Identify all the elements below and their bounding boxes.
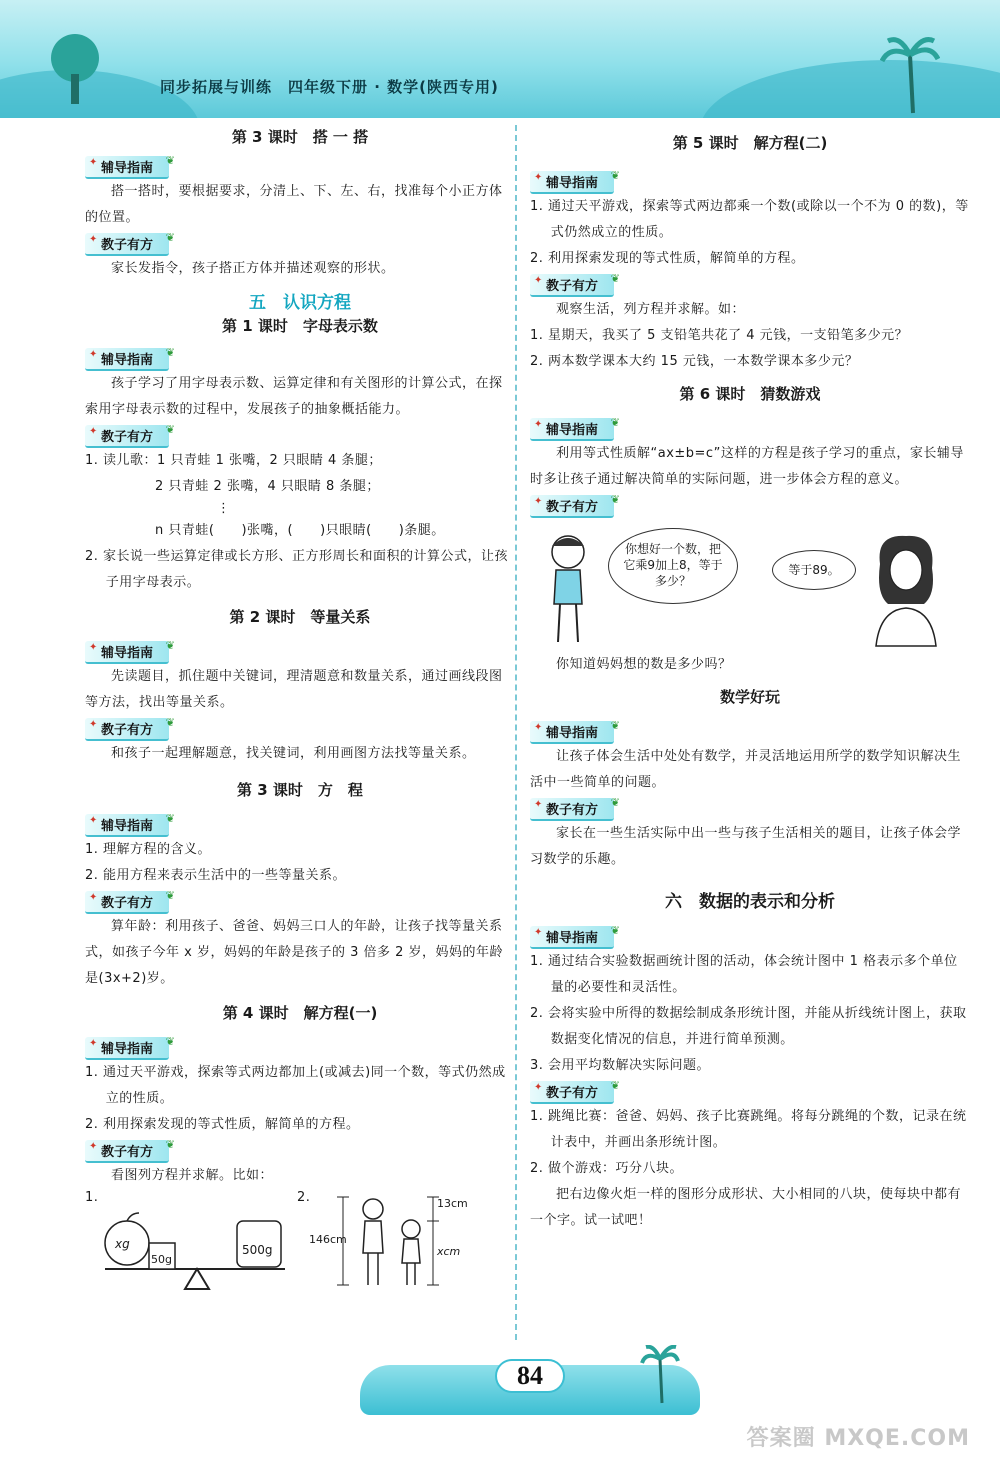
star-icon: ✦ xyxy=(534,496,543,507)
star-icon: ✦ xyxy=(534,722,543,733)
guide-item: 1. 通过天平游戏，探索等式两边都加上(或减去)同一个数，等式仍然成立的性质。 xyxy=(85,1065,506,1106)
page-number: 84 xyxy=(495,1359,565,1393)
star-icon: ✦ xyxy=(89,349,98,360)
guide-item: 2. 会将实验中所得的数据绘制成条形统计图，并能从折线统计图上，获取数据变化情况的信息，并进行简单预测。 xyxy=(530,1006,967,1047)
star-icon: ✦ xyxy=(89,892,98,903)
section-title: 数学好玩 xyxy=(719,688,780,706)
boy-figure xyxy=(540,532,600,647)
teach-item: 1. 跳绳比赛：爸爸、妈妈、孩子比赛跳绳。将每分跳绳的个数，记录在统计表中，并画出条形统计图。 xyxy=(530,1109,967,1150)
guide-text: 利用等式性质解“ax±b=c”这样的方程是孩子学习的重点，家长辅导时多让孩子通过解决简单的实际问题，进一步体会方程的意义。 xyxy=(530,446,964,487)
guide-tag xyxy=(530,924,621,949)
lesson-title: 第 3 课时 搭 一 搭 xyxy=(231,128,369,146)
figure-number: 2. xyxy=(297,1190,311,1205)
lesson-title: 第 3 课时 方 程 xyxy=(237,781,363,799)
star-icon: ✦ xyxy=(534,275,543,286)
teach-text: 把右边像火炬一样的图形分成形状、大小相同的八块，使每块中都有一个字。试一试吧！ xyxy=(530,1187,962,1228)
guide-tag xyxy=(85,154,176,179)
star-icon: ✦ xyxy=(89,1141,98,1152)
teach-tag xyxy=(85,231,176,256)
header-banner xyxy=(0,0,1000,118)
teach-tag xyxy=(85,1138,176,1163)
boy-speech-bubble: 你想好一个数，把它乘9加上8，等于多少？ xyxy=(608,528,738,604)
height-146-label: 146cm xyxy=(309,1233,347,1246)
leaf-icon: ❦ xyxy=(165,1035,176,1048)
teach-item: 1. 星期天，我买了 5 支铅笔共花了 4 元钱，一支铅笔多少元？ xyxy=(530,328,909,343)
weight-50-label: 50g xyxy=(151,1253,172,1266)
leaf-icon: ❦ xyxy=(610,924,621,937)
star-icon: ✦ xyxy=(89,157,98,168)
teach-item: 2. 做个游戏：巧分八块。 xyxy=(530,1161,684,1176)
star-icon: ✦ xyxy=(89,642,98,653)
star-icon: ✦ xyxy=(89,1038,98,1049)
star-icon: ✦ xyxy=(89,426,98,437)
guide-tag-label: 辅导指南 xyxy=(546,423,599,438)
teach-item: 2. 家长说一些运算定律或长方形、正方形周长和面积的计算公式，让孩子用字母表示。 xyxy=(85,549,509,590)
leaf-icon: ❦ xyxy=(610,719,621,732)
unit-title: 五 认识方程 xyxy=(249,293,351,313)
teach-tag-label: 教子有方 xyxy=(101,430,154,445)
leaf-icon: ❦ xyxy=(165,716,176,729)
guide-item: 1. 理解方程的含义。 xyxy=(85,842,212,857)
unit-title: 六 数据的表示和分析 xyxy=(665,892,835,912)
star-icon: ✦ xyxy=(89,719,98,730)
palm-tree-icon xyxy=(880,35,940,115)
leaf-icon: ❦ xyxy=(610,1079,621,1092)
header-title: 同步拓展与训练 四年级下册 · 数学(陕西专用) xyxy=(160,78,499,96)
guess-number-illustration xyxy=(530,522,970,652)
leaf-icon: ❦ xyxy=(165,154,176,167)
lesson-title: 第 4 课时 解方程(一) xyxy=(222,1004,378,1022)
teach-tag-label: 教子有方 xyxy=(101,723,154,738)
guide-tag xyxy=(85,639,176,664)
weight-500-label: 500g xyxy=(242,1243,273,1257)
footer-banner xyxy=(360,1345,700,1420)
teach-tag xyxy=(530,796,621,821)
tree-icon xyxy=(40,30,110,110)
leaf-icon: ❦ xyxy=(610,796,621,809)
right-column xyxy=(530,126,970,1234)
teach-tag-label: 教子有方 xyxy=(101,238,154,253)
guide-tag-label: 辅导指南 xyxy=(101,353,154,368)
guide-tag-label: 辅导指南 xyxy=(546,931,599,946)
leaf-icon: ❦ xyxy=(165,1138,176,1151)
teach-tag-label: 教子有方 xyxy=(546,279,599,294)
leaf-icon: ❦ xyxy=(165,639,176,652)
teach-tag xyxy=(530,1079,621,1104)
guide-tag xyxy=(85,1035,176,1060)
leaf-icon: ❦ xyxy=(165,812,176,825)
teach-item: 2. 两本数学课本大约 15 元钱，一本数学课本多少元？ xyxy=(530,354,859,369)
guide-tag-label: 辅导指南 xyxy=(101,646,154,661)
teach-tag xyxy=(85,423,176,448)
mom-speech-bubble: 等于89。 xyxy=(772,550,856,590)
leaf-icon: ❦ xyxy=(610,272,621,285)
teach-text: 算年龄：利用孩子、爸爸、妈妈三口人的年龄，让孩子找等量关系式，如孩子今年 x 岁，妈妈的年龄是孩子的 3 倍多 2 岁，妈妈的年龄是(3x+2)岁。 xyxy=(85,919,504,986)
mom-figure xyxy=(866,534,946,649)
star-icon: ✦ xyxy=(534,927,543,938)
teach-item: 1. 读儿歌：1 只青蛙 1 张嘴，2 只眼睛 4 条腿； xyxy=(85,453,382,468)
guide-tag xyxy=(85,346,176,371)
teach-text: 看图列方程并求解。比如： xyxy=(111,1168,274,1183)
guide-text: 让孩子体会生活中处处有数学，并灵活地运用所学的数学知识解决生活中一些简单的问题。 xyxy=(530,749,962,790)
guide-text: 搭一搭时，要根据要求，分清上、下、左、右，找准每个小正方体的位置。 xyxy=(85,184,503,225)
teach-tag-label: 教子有方 xyxy=(101,896,154,911)
guide-tag xyxy=(530,169,621,194)
teach-text: 观察生活，列方程并求解。如： xyxy=(556,302,746,317)
lesson-title: 第 5 课时 解方程(二) xyxy=(672,134,828,152)
figure-number: 1. xyxy=(85,1190,99,1205)
guide-item: 2. 能用方程来表示生活中的一些等量关系。 xyxy=(85,868,347,883)
star-icon: ✦ xyxy=(89,815,98,826)
star-icon: ✦ xyxy=(534,419,543,430)
watermark: 答案圈 MXQE.COM xyxy=(746,1426,970,1451)
column-divider xyxy=(515,125,517,1340)
teach-tag-label: 教子有方 xyxy=(101,1145,154,1160)
guide-item: 1. 通过结合实验数据画统计图的活动，体会统计图中 1 格表示多个单位量的必要性和灵活性。 xyxy=(530,954,958,995)
guide-item: 2. 利用探索发现的等式性质，解简单的方程。 xyxy=(530,251,805,266)
guide-tag-label: 辅导指南 xyxy=(101,1042,154,1057)
teach-text: 和孩子一起理解题意，找关键词，利用画图方法找等量关系。 xyxy=(111,746,476,761)
figure-row xyxy=(85,1191,515,1291)
leaf-icon: ❦ xyxy=(165,889,176,902)
teach-tag-label: 教子有方 xyxy=(546,1086,599,1101)
height-13-label: 13cm xyxy=(437,1197,468,1210)
leaf-icon: ❦ xyxy=(165,346,176,359)
palm-tree-icon xyxy=(640,1345,680,1405)
star-icon: ✦ xyxy=(534,799,543,810)
guide-tag-label: 辅导指南 xyxy=(546,726,599,741)
guide-item: 1. 通过天平游戏，探索等式两边都乘一个数(或除以一个不为 0 的数)，等式仍然成立的性质。 xyxy=(530,199,969,240)
guide-text: 孩子学习了用字母表示数、运算定律和有关图形的计算公式，在探索用字母表示数的过程中，发展孩子的抽象概括能力。 xyxy=(85,376,503,417)
guide-tag xyxy=(85,812,176,837)
guide-text: 先读题目，抓住题中关键词，理清题意和数量关系，通过画线段图等方法，找出等量关系。 xyxy=(85,669,503,710)
teach-tag-label: 教子有方 xyxy=(546,803,599,818)
star-icon: ✦ xyxy=(89,234,98,245)
teach-text: 家长在一些生活实际中出一些与孩子生活相关的题目，让孩子体会学习数学的乐趣。 xyxy=(530,826,962,867)
guide-tag xyxy=(530,719,621,744)
height-x-label: xcm xyxy=(437,1245,461,1258)
guide-tag xyxy=(530,416,621,441)
teach-item: 2 只青蛙 2 张嘴，4 只眼睛 8 条腿； xyxy=(155,479,380,494)
star-icon: ✦ xyxy=(534,172,543,183)
ellipsis: ⋮ xyxy=(217,501,231,516)
star-icon: ✦ xyxy=(534,1082,543,1093)
question-text: 你知道妈妈想的数是多少吗？ xyxy=(556,657,732,672)
leaf-icon: ❦ xyxy=(165,423,176,436)
lesson-title: 第 1 课时 字母表示数 xyxy=(222,317,378,335)
leaf-icon: ❦ xyxy=(610,169,621,182)
leaf-icon: ❦ xyxy=(610,493,621,506)
lesson-title: 第 2 课时 等量关系 xyxy=(229,608,371,626)
teach-tag xyxy=(530,493,621,518)
guide-tag-label: 辅导指南 xyxy=(101,819,154,834)
leaf-icon: ❦ xyxy=(165,231,176,244)
teach-tag-label: 教子有方 xyxy=(546,500,599,515)
teach-tag xyxy=(85,716,176,741)
left-column xyxy=(85,126,515,1291)
teach-tag xyxy=(530,272,621,297)
teach-tag xyxy=(85,889,176,914)
teach-item: n 只青蛙( )张嘴，( )只眼睛( )条腿。 xyxy=(155,523,445,538)
teach-text: 家长发指令，孩子搭正方体并描述观察的形状。 xyxy=(111,261,395,276)
guide-tag-label: 辅导指南 xyxy=(546,176,599,191)
guide-item: 3. 会用平均数解决实际问题。 xyxy=(530,1058,711,1073)
guide-item: 2. 利用探索发现的等式性质，解简单的方程。 xyxy=(85,1117,360,1132)
guide-tag-label: 辅导指南 xyxy=(101,161,154,176)
apple-weight-label: xg xyxy=(115,1237,130,1251)
lesson-title: 第 6 课时 猜数游戏 xyxy=(679,385,821,403)
leaf-icon: ❦ xyxy=(610,416,621,429)
